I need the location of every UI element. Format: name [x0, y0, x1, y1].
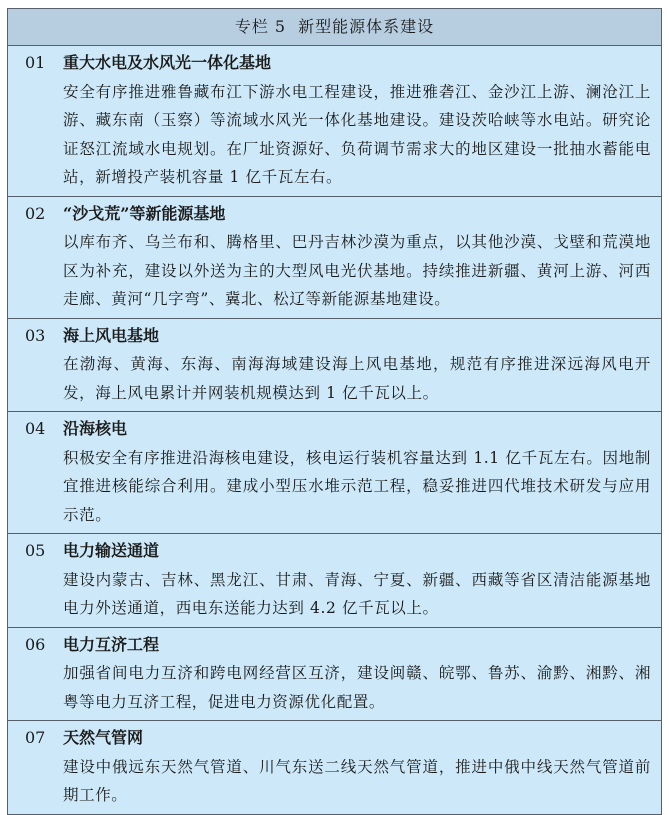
section-text: 在渤海、黄海、东海、南海海域建设海上风电基地，规范有序推进深远海风电开发，海上风电累计并网装机规模达到 1 亿千瓦以上。 [63, 355, 651, 402]
feature-box [7, 8, 662, 815]
section-number: 01 [25, 53, 46, 72]
section-text: 以库布齐、乌兰布和、腾格里、巴丹吉林沙漠为重点，以其他沙漠、戈壁和荒漠地区为补充，建设以外送为主的大型风电光伏基地。持续推进新疆、黄河上游、河西走廊、黄河“几字弯”、冀北、松辽等新能源基地建设。 [63, 233, 651, 308]
section-title: 电力互济工程 [63, 634, 160, 654]
section-04 [8, 412, 661, 534]
section-title: “沙戈荒”等新能源基地 [63, 203, 226, 223]
section-text: 建设内蒙古、吉林、黑龙江、甘肃、青海、宁夏、新疆、西藏等省区清洁能源基地电力外送通道，西电东送能力达到 4.2 亿千瓦以上。 [63, 570, 651, 617]
section-number: 02 [25, 203, 46, 223]
section-03 [8, 319, 661, 413]
section-text: 加强省间电力互济和跨电网经营区互济，建设闽赣、皖鄂、鲁苏、渝黔、湘黔、湘粤等电力互济工程，促进电力资源优化配置。 [63, 664, 651, 711]
section-number: 05 [25, 541, 46, 560]
section-heading [8, 724, 651, 753]
box-title: 新型能源体系建设 [298, 17, 435, 36]
section-heading [8, 322, 651, 351]
section-heading [8, 631, 651, 660]
section-number: 06 [25, 634, 46, 654]
section-02 [8, 197, 661, 319]
section-heading [8, 415, 651, 444]
box-label: 专栏 5 [234, 17, 287, 36]
section-06 [8, 628, 661, 722]
section-07 [8, 721, 661, 814]
section-01 [8, 46, 661, 197]
section-number: 03 [25, 325, 46, 345]
section-title: 重大水电及水风光一体化基地 [63, 53, 272, 72]
section-title: 沿海核电 [63, 419, 128, 438]
box-header [8, 9, 661, 46]
section-title: 海上风电基地 [63, 325, 160, 345]
section-heading [8, 49, 651, 78]
section-number: 04 [25, 419, 46, 438]
section-05 [8, 534, 661, 628]
section-text: 安全有序推进雅鲁藏布江下游水电工程建设，推进雅砻江、金沙江上游、澜沧江上游、藏东南（玉察）等流域水风光一体化基地建设。建设茨哈峡等水电站。研究论证怒江流域水电规划。在厂址资源好、负荷调节需求大的地区建设一批抽水蓄能电站，新增投产装机容量 1 亿千瓦左右。 [63, 82, 651, 186]
section-number: 07 [25, 728, 46, 747]
section-text: 建设中俄远东天然气管道、川气东送二线天然气管道，推进中俄中线天然气管道前期工作。 [63, 757, 651, 804]
section-title: 电力输送通道 [63, 541, 160, 560]
section-heading [8, 200, 651, 229]
section-text: 积极安全有序推进沿海核电建设，核电运行装机容量达到 1.1 亿千瓦左右。因地制宜推进核能综合利用。建成小型压水堆示范工程，稳妥推进四代堆技术研发与应用示范。 [63, 448, 651, 524]
section-heading [8, 537, 651, 566]
section-title: 天然气管网 [63, 728, 144, 747]
